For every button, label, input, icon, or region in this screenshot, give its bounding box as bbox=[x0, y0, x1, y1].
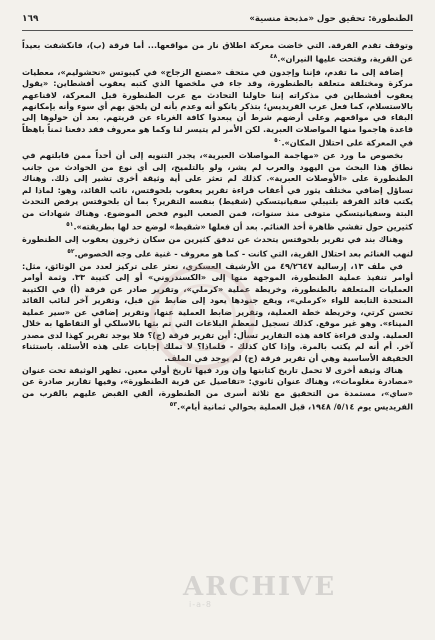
paragraph-3: بخصوص ما ورد عن «مهاجمة المواصلات العبرية»، يجدر التنويه إلى أن أحداً ممن قابلتهم في نطاق هذا البحث من اليهود والعرب لم يشر، ولو بالتلميح، إلى أي نوع من الحوادث من جانب الطنطورة على «الأوصلات العبرية». كذلك لم تعثر على أية وثيقة أخرى تشير إلى ذلك. وهناك تساؤل إضافي مختلف يثور في أعقاب قراءة تقرير يعقوب بلحوفتس، نائب القائد، وهو: لماذا لم يكتب قائد الفرقة بلتيبلي سفيانيتسكي (شقيط) بنفسه التقرير؟ بما أن بلحوفتس يرفض التحدث البتة وسفيانيتسكي متوفى منذ سنوات، فمن الصعب اليوم فحص الموضوع. وهناك شهادات من كثيرين حول تفشي ظاهرة أخذ الغنائم. بعد أن فعلها «شقيط» لوضع حد لها بطريقته».$^{٥١}$ bbox=[22, 150, 413, 232]
paragraph-2: إضافة إلى ما تقدم، فإننا وإجدون في متحف «مصنع الزجاج» في كيبوتس «نحشوليم»، معطيات مركزة ومختلفة متعلقة بالطنطورة، وقد جاء في ملخصها الذي كتبه يعقوب أفشطاين: «يقول يعقوب أفشطاين في مذكراته إننا حاولنا التحادث مع عرب الطنطورة قبل المعركة، لاقناعهم بالاستسلام، كما فعل عرب الفريديس؛ بتذكر يانكو أنه وعدم بأنه لن يلحق بهم أي سوء وأنه بإمكانهم البقاء في مواقعهم وعلى أرضهم شرط أن يبعدوا كافة الغرباء عن قريتهم. بعد أن حولوها إلى قاعدة هاجموا منها المواصلات العبرية. لكن الأمر لم يتيسر لنا وكما هو معروف فقد دفعنا ثمناً باهظاً في المعركة على احتلال المكان».$^{٥٠}$ bbox=[22, 66, 413, 148]
paragraph-4: وهناك بند في تقرير بلحوفتس يتحدث عن تدفق كثيرين من سكان زخرون يعقوب إلى الطنطورة لنهب الغنائم بعد احتلال القرية، التي كانت - كما هو معروف - غنية على وجه الخصوص.$^{٥٢}$ bbox=[22, 234, 413, 259]
page-number: ١٦٩ bbox=[22, 14, 39, 24]
footnote-ref: ٥٣ bbox=[169, 401, 177, 409]
running-title: الطنطورة: تحقيق حول «مذبحة منسية» bbox=[249, 14, 413, 24]
footnote-ref: ٥٢ bbox=[67, 247, 75, 255]
paragraph-5: في ملف ١٣، إرسالية ٤٩/٢٦٤٧ من الأرشيف العسكري، نعثر على تركيز لعدد من الوثائق، مثل: أوامر تنفيذ عملية الطنطورة، الموجهة منها إلى «الكسندروني» أو إلى كتيبة ٣٣. وثمة أوامر العمليات المتعلقة بالطنطورة، وخريطة عملية «كرملي»، وتقرير صادر عن فرقة (أ) في الكتيبة المتحدة التابعة للواء «كرملي»، ويقع جنودها يعود إلى ضابط من قبل، وتقرير آخر لنائب القائد تحسن كرتي، وخريطة خطة العملية، وتقرير ضابط العملية عنها، وتقرير إضافي عن «سير عملية الميناء». وهو غير موقع. كذلك تسجيل لمعظم البلاغات التي تم بثها بالاسلكي أو التقاطها به خلال العملية. ولدى قراءة كافة هذه التقارير تسأل: أين تقرير فرقة (ج)؟ فلا يوجد تقرير كهذا لدى مصدر آخر. أم أنه لم يكتب بالمرة. وإذا كان كذلك - فلماذا؟ لا تملك إجابات على هذه الأسئلة. باستثناء الحقيقة الأساسية وهي أن تقرير فرقة (ج) لم يوجد في الملف. bbox=[22, 260, 413, 363]
watermark-text: ARCHIVE bbox=[183, 572, 337, 602]
paragraph-1: وتوقف تقدم الفرقة. التي خاضت معركة اطلاق نار من مواقعها... أما فرقة (ب)، فانكشفت بعيداً عن القرية، وفتحت عليها النيران».$^{٤٨}$ bbox=[22, 40, 413, 65]
page-header bbox=[22, 10, 413, 28]
paragraph-6: هناك وثيقة أخرى لا تحمل تاريخ كتابتها وإن ورد فيها تاريخ أولي معين. تظهر الوثيقة تحت عنوان «مصادرة مغلومات»، وهناك عنوان ثانوي: «تفاصيل عن قرية الطنطورة»، وفيها تقارير صادرة عن «ساي»، مستمدة من التحقيق مع ثلاثة أسرى من الطنطورة، ألقي القبض عليهم بالقرب من الفريديس يوم ٥/١٤/ ١٩٤٨، قبل العملية بحوالي ثمانية أيام».$^{٥٣}$ bbox=[22, 364, 413, 413]
body-text bbox=[22, 40, 413, 626]
footnote-ref: ٤٨ bbox=[269, 53, 278, 61]
footnote-ref: ٥١ bbox=[66, 221, 74, 229]
watermark-subtext: i-a-8 bbox=[189, 600, 212, 609]
footnote-ref: ٥٠ bbox=[274, 137, 282, 145]
header-rule bbox=[22, 30, 413, 31]
